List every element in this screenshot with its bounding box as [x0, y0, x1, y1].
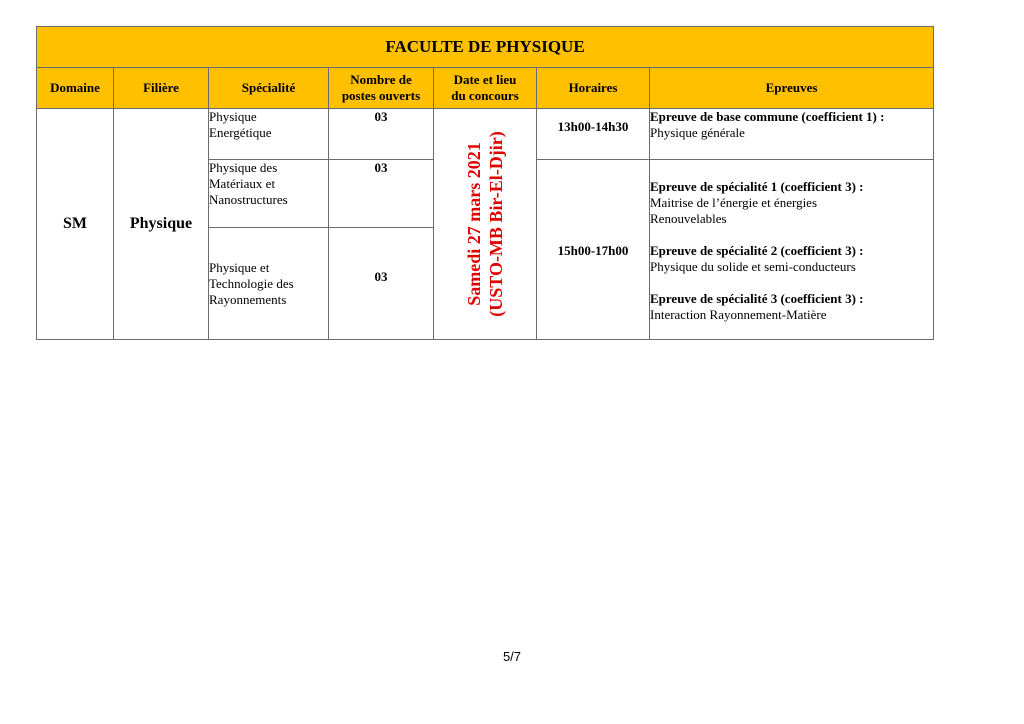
header-date-line1: Date et lieu: [453, 72, 517, 87]
header-epreuves: Epreuves: [650, 68, 934, 109]
epreuve-subject: Renouvelables: [650, 211, 727, 226]
specialite-cell: [209, 109, 329, 160]
specialite-line: Nanostructures: [209, 192, 288, 207]
epreuve-cell: [650, 109, 934, 160]
specialite-line: Physique des: [209, 160, 278, 175]
date-line: Samedi 27 mars 2021: [464, 142, 484, 306]
schedule-table: [36, 26, 934, 340]
domaine-cell: SM: [37, 109, 114, 340]
lieu-line: (USTO-MB Bir-El-Djir): [486, 131, 506, 317]
faculty-title: FACULTE DE PHYSIQUE: [37, 27, 934, 68]
date-lieu-text: [463, 131, 507, 316]
horaire-cell: 13h00-14h30: [537, 109, 650, 160]
epreuve-subject: Physique du solide et semi-conducteurs: [650, 259, 856, 274]
header-postes-line2: postes ouverts: [341, 88, 421, 103]
epreuve-subject: Maitrise de l’énergie et énergies: [650, 195, 818, 210]
epreuve-block: [650, 291, 933, 323]
specialite-cell: [209, 228, 329, 340]
specialite-line: Rayonnements: [209, 292, 287, 307]
header-row: [37, 68, 934, 109]
specialite-line: Physique et: [209, 260, 270, 275]
specialite-line: Energétique: [209, 125, 272, 140]
horaire-cell: 15h00-17h00: [537, 160, 650, 340]
header-date: [434, 68, 537, 109]
header-domaine: Domaine: [37, 68, 114, 109]
epreuve-block: [650, 243, 933, 275]
specialite-line: Matériaux et: [209, 176, 276, 191]
postes-cell: 03: [329, 109, 434, 160]
header-horaires: Horaires: [537, 68, 650, 109]
postes-cell: 03: [329, 228, 434, 340]
specialite-line: Physique: [209, 109, 257, 124]
header-postes-line1: Nombre de: [350, 72, 412, 87]
epreuve-title: Epreuve de spécialité 3 (coefficient 3) :: [650, 291, 864, 306]
postes-cell: 03: [329, 160, 434, 228]
epreuve-title: Epreuve de spécialité 1 (coefficient 3) :: [650, 179, 864, 194]
epreuve-title: Epreuve de base commune (coefficient 1) :: [650, 109, 885, 124]
header-date-line2: du concours: [451, 88, 519, 103]
table-row: [37, 109, 934, 160]
header-specialite: Spécialité: [209, 68, 329, 109]
epreuve-subject: Interaction Rayonnement-Matière: [650, 307, 827, 322]
epreuve-title: Epreuve de spécialité 2 (coefficient 3) :: [650, 243, 864, 258]
specialite-cell: [209, 160, 329, 228]
epreuve-block: [650, 179, 933, 227]
epreuve-cell: [650, 160, 934, 340]
header-filiere: Filière: [114, 68, 209, 109]
header-postes: [329, 68, 434, 109]
specialite-line: Technologie des: [209, 276, 294, 291]
date-cell: [434, 109, 537, 340]
filiere-cell: Physique: [114, 109, 209, 340]
epreuve-subject: Physique générale: [650, 125, 745, 140]
page-number: 5/7: [502, 649, 522, 664]
